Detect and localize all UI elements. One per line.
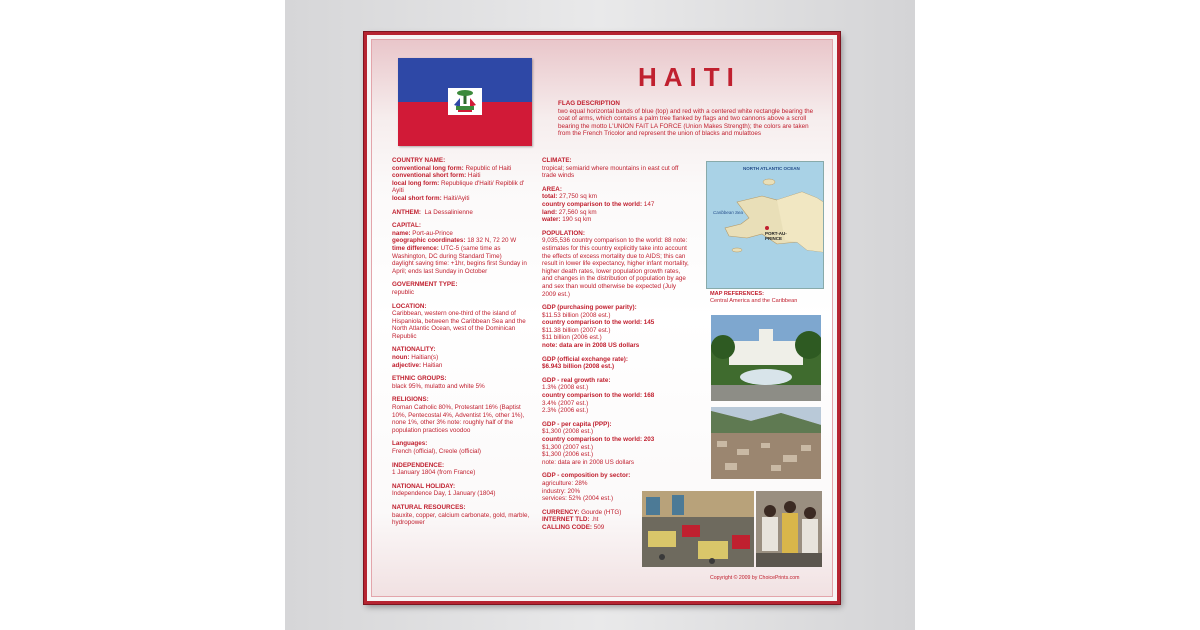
national-holiday-value: Independence Day, 1 January (1804) [392, 490, 496, 498]
line-value: Haiti/Ayiti [441, 194, 470, 202]
map-references [710, 291, 830, 305]
gdp-growth-line: 1.3% (2008 est.) [542, 384, 589, 392]
area-heading: AREA: [542, 185, 562, 193]
gdp-per-capita-line: $1,300 (2006 est.) [542, 451, 594, 459]
location-value: Caribbean, western one-third of the island of Hispaniola, between the Caribbean Sea and the North Atlantic Ocean, west of the Dominican Republic [392, 310, 526, 340]
gdp-composition-heading: GDP - composition by sector: [542, 472, 631, 480]
anthem-heading: ANTHEM: [392, 208, 422, 216]
map-ocean-label: NORTH ATLANTIC OCEAN [743, 166, 800, 171]
climate-heading: CLIMATE: [542, 157, 572, 164]
government-type-value: republic [392, 288, 415, 296]
government-type-section [392, 281, 532, 296]
gdp-composition-line: agriculture: 28% [542, 479, 588, 487]
line-value: Port-au-Prince [410, 229, 453, 237]
line-label: noun: [392, 354, 410, 362]
line-value: UTC-5 (same time as Washington, DC during Standard Time) [392, 244, 502, 260]
map-capital-label: PORT-AU-PRINCE [765, 231, 787, 241]
flag-description [558, 100, 816, 138]
religions-value: Roman Catholic 80%, Protestant 16% (Baptist 10%, Pentecostal 4%, Adventist 1%, other 1%), none 1%, other 3% note: roughly half of the population practices voodoo [392, 404, 525, 434]
location-heading: LOCATION: [392, 302, 427, 310]
capital-section [392, 222, 532, 275]
street-photo [642, 491, 754, 567]
copyright-text: Copyright © 2009 by ChoicePrints.com [710, 575, 800, 581]
national-holiday-heading: NATIONAL HOLIDAY: [392, 482, 456, 490]
line-label: conventional long form: [392, 164, 464, 172]
gdp-official-value: $6.943 billion (2008 est.) [542, 363, 615, 371]
city-photo [711, 407, 821, 479]
line-value: Republique d'Haiti/ Repiblik d' Ayiti [392, 179, 525, 195]
capital-heading: CAPITAL: [392, 222, 421, 230]
nationality-line [392, 362, 532, 370]
internet-tld-value: .ht [591, 516, 599, 524]
natural-resources-heading: NATURAL RESOURCES: [392, 503, 466, 511]
gdp-ppp-line: $11.53 billion (2008 est.) [542, 311, 611, 319]
currency-heading: CURRENCY: [542, 508, 580, 516]
natural-resources-section [392, 504, 532, 527]
map-references-value: Central America and the Caribbean [710, 298, 798, 304]
currency-value: Gourde (HTG) [581, 508, 622, 516]
languages-section [392, 440, 532, 455]
line-value: Haitian(s) [409, 354, 439, 362]
gdp-per-capita-heading: GDP - per capita (PPP): [542, 420, 612, 428]
anthem-value: La Dessalinienne [424, 208, 473, 216]
country-name-heading: COUNTRY NAME: [392, 157, 446, 164]
independence-section [392, 462, 532, 477]
gdp-growth-line: 2.3% (2006 est.) [542, 407, 589, 415]
internet-tld-heading: INTERNET TLD: [542, 516, 590, 524]
location-section [392, 303, 532, 341]
haiti-flag [398, 58, 532, 146]
climate-value: tropical; semiarid where mountains in east cut off trade winds [542, 164, 679, 180]
independence-heading: INDEPENDENCE: [392, 461, 445, 469]
line-label: name: [392, 229, 411, 237]
country-name-section [392, 157, 532, 203]
line-value: 27,560 sq km [557, 208, 597, 216]
calling-code-value: 509 [593, 523, 605, 531]
flag-description-heading: FLAG DESCRIPTION [558, 100, 620, 107]
population-heading: POPULATION: [542, 229, 585, 237]
gdp-per-capita-line: $1,300 (2007 est.) [542, 443, 594, 451]
independence-value: 1 January 1804 (from France) [392, 469, 476, 477]
languages-value: French (official), Creole (official) [392, 448, 482, 455]
line-label: local long form: [392, 179, 440, 187]
line-label: geographic coordinates: [392, 237, 466, 245]
poster-inner [371, 39, 833, 597]
line-value: daylight saving time: +1hr, begins first Sunday in April; ends last Sunday in October [392, 260, 527, 275]
flag-description-text: two equal horizontal bands of blue (top) and red with a centered white rectangle bearing the coat of arms, which contains a palm tree flanked by flags and two cannons above a scroll bearing the motto L'UNION FAIT LA FORCE (Union Makes Strength); the colors are taken from the French Tricolor and represent the union of blacks and mulattoes [558, 107, 814, 138]
gdp-official-section [542, 356, 690, 371]
line-value: 190 sq km [560, 216, 592, 224]
line-label: adjective: [392, 361, 422, 369]
nationality-heading: NATIONALITY: [392, 346, 436, 354]
capital-line [392, 230, 532, 238]
line-value: 18 32 N, 72 20 W [465, 237, 517, 245]
haiti-map [706, 161, 824, 289]
line-label: time difference: [392, 244, 439, 252]
line-label: conventional short form: [392, 172, 467, 180]
line-value: Haitian [421, 361, 443, 369]
coat-of-arms-icon [448, 88, 482, 115]
country-name-line [392, 180, 532, 195]
ethnic-groups-section [392, 375, 532, 390]
gdp-per-capita-line: note: data are in 2008 US dollars [542, 458, 635, 466]
line-value: 27,750 sq km [557, 193, 597, 201]
gdp-ppp-section [542, 304, 690, 350]
line-label: water: [542, 216, 561, 224]
government-type-heading: GOVERNMENT TYPE: [392, 281, 458, 289]
population-value: 9,035,536 country comparison to the world: 88 note: estimates for this country explicitly take into account the effects of excess mortality due to AIDS; this can result in lower life expectancy, higher infant mortality, higher death rates, lower population growth rates, and changes in the distribution of population by age and sex than would otherwise be expected (July 2009 est.) [542, 237, 689, 298]
map-references-heading: MAP REFERENCES: [710, 291, 764, 297]
poster-title: HAITI [638, 62, 741, 92]
nationality-section [392, 346, 532, 369]
anthem-section [392, 209, 532, 217]
area-section [542, 186, 690, 224]
gdp-official-heading: GDP (official exchange rate): [542, 355, 628, 363]
area-line [542, 193, 690, 201]
capital-line [392, 245, 532, 260]
population-section [542, 230, 690, 298]
area-line [542, 209, 690, 217]
country-name-line [392, 172, 532, 180]
nationality-line [392, 354, 532, 362]
gdp-ppp-line: $11.38 billion (2007 est.) [542, 326, 611, 334]
middle-column [542, 157, 690, 532]
calling-code-heading: CALLING CODE: [542, 523, 593, 531]
line-value: Haiti [466, 172, 481, 180]
line-label: land: [542, 208, 558, 216]
map-graphic [707, 162, 823, 288]
gdp-per-capita-section [542, 421, 690, 467]
capital-line [392, 260, 532, 275]
gdp-ppp-heading: GDP (purchasing power parity): [542, 304, 637, 312]
religions-section [392, 396, 532, 434]
line-label: total: [542, 193, 558, 201]
palace-photo [711, 315, 821, 401]
national-holiday-section [392, 483, 532, 498]
gdp-per-capita-line: country comparison to the world: 203 [542, 436, 655, 443]
gdp-ppp-line: country comparison to the world: 145 [542, 319, 655, 327]
country-name-line [392, 165, 532, 173]
gdp-composition-line: industry: 20% [542, 487, 581, 495]
line-label: local short form: [392, 194, 442, 202]
line-value: 147 [642, 200, 655, 208]
climate-section [542, 157, 690, 180]
people-photo [756, 491, 822, 567]
gdp-growth-heading: GDP - real growth rate: [542, 376, 611, 384]
gdp-ppp-line: note: data are in 2008 US dollars [542, 342, 640, 350]
ethnic-groups-heading: ETHNIC GROUPS: [392, 375, 447, 383]
line-label: country comparison to the world: [542, 200, 643, 208]
area-line [542, 201, 690, 209]
gdp-growth-line: 3.4% (2007 est.) [542, 399, 589, 407]
country-name-line [392, 195, 532, 203]
gdp-growth-section [542, 377, 690, 415]
map-sea-label: Caribbean Sea [713, 210, 744, 215]
gdp-composition-line: services: 52% (2004 est.) [542, 495, 614, 503]
ethnic-groups-value: black 95%, mulatto and white 5% [392, 382, 485, 390]
gdp-per-capita-line: $1,300 (2008 est.) [542, 428, 594, 436]
religions-heading: RELIGIONS: [392, 396, 429, 404]
gdp-ppp-line: $11 billion (2006 est.) [542, 334, 602, 342]
line-value: Republic of Haiti [463, 164, 512, 172]
languages-heading: Languages: [392, 440, 428, 448]
area-line [542, 216, 690, 224]
natural-resources-value: bauxite, copper, calcium carbonate, gold, marble, hydropower [392, 511, 530, 527]
capital-line [392, 237, 532, 245]
left-column [392, 157, 532, 533]
gdp-growth-line: country comparison to the world: 168 [542, 392, 655, 400]
poster [364, 32, 840, 604]
